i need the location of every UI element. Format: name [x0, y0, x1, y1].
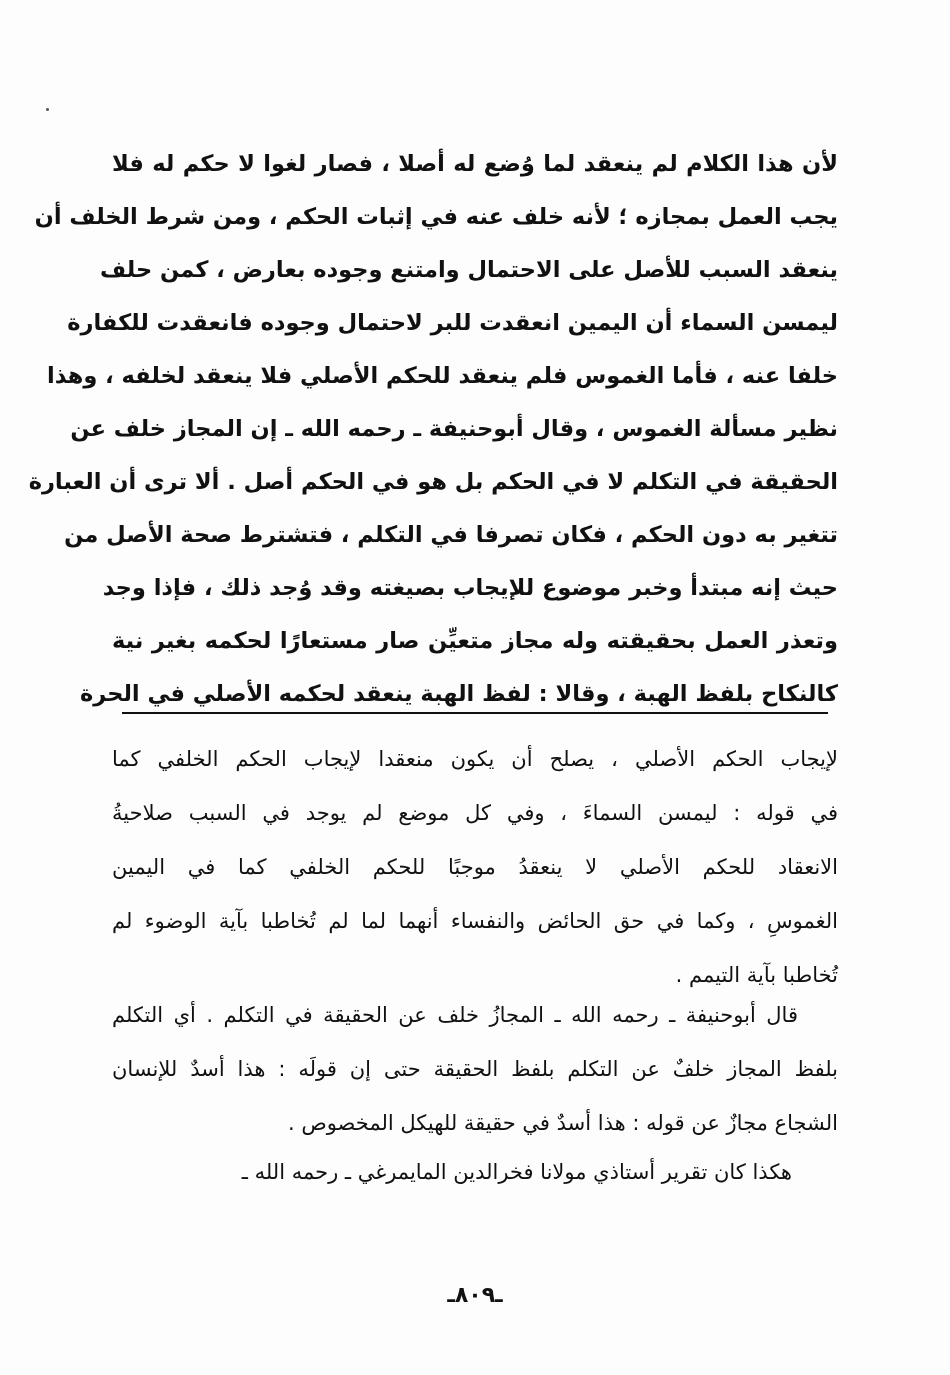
- footnote-line: بلفظ المجاز خلفٌ عن التكلم بلفظ الحقيقة حتى إن قولَه : هذا أسدٌ للإنسان: [112, 1057, 838, 1081]
- main-text-line: ليمسن السماء أن اليمين انعقدت للبر لاحتمال وجوده فانعقدت للكفارة: [67, 310, 838, 336]
- footnote-line: قال أبوحنيفة ـ رحمه الله ـ المجازُ خلف عن الحقيقة في التكلم . أي التكلم: [112, 1003, 798, 1027]
- footnote-line: الانعقاد للحكم الأصلي لا ينعقدُ موجبًا للحكم الخلفي كما في اليمين: [112, 855, 838, 879]
- footnote-block: [112, 988, 838, 1150]
- main-text-block: [28, 138, 838, 721]
- main-text-line: الحقيقة في التكلم لا في الحكم بل هو في الحكم أصل . ألا ترى أن العبارة: [28, 469, 838, 495]
- main-text-line: خلفا عنه ، فأما الغموس فلم ينعقد للحكم الأصلي فلا ينعقد لخلفه ، وهذا: [47, 363, 838, 389]
- footnote-line: في قوله : ليمسن السماءَ ، وفي كل موضع لم يوجد في السبب صلاحيةُ: [112, 801, 838, 825]
- footnote-block: [112, 732, 838, 1002]
- footnote-attribution: هكذا كان تقرير أستاذي مولانا فخرالدين المايمرغي ـ رحمه الله ـ: [241, 1160, 792, 1184]
- main-text-line: نظير مسألة الغموس ، وقال أبوحنيفة ـ رحمه الله ـ إن المجاز خلف عن: [70, 416, 838, 442]
- footnote-line: تُخاطبا بآية التيمم .: [675, 963, 838, 987]
- main-text-line: كالنكاح بلفظ الهبة ، وقالا : لفظ الهبة ينعقد لحكمه الأصلي في الحرة: [79, 681, 838, 707]
- page-number: ـ٨٠٩ـ: [447, 1283, 503, 1308]
- main-text-line: حيث إنه مبتدأ وخبر موضوع للإيجاب بصيغته وقد وُجد ذلك ، فإذا وجد: [102, 575, 838, 601]
- footnote-divider: [122, 712, 828, 714]
- main-text-line: تتغير به دون الحكم ، فكان تصرفا في التكلم ، فتشترط صحة الأصل من: [64, 522, 838, 548]
- footnote-line: الشجاع مجازٌ عن قوله : هذا أسدٌ في حقيقة للهيكل المخصوص .: [287, 1111, 838, 1135]
- main-text-line: ينعقد السبب للأصل على الاحتمال وامتنع وجوده بعارض ، كمن حلف: [100, 257, 838, 283]
- main-text-line: وتعذر العمل بحقيقته وله مجاز متعيِّن صار مستعارًا لحكمه بغير نية: [112, 628, 838, 654]
- main-text-line: لأن هذا الكلام لم ينعقد لما وُضع له أصلا ، فصار لغوا لا حكم له فلا: [112, 151, 838, 177]
- scan-speck: [46, 108, 49, 111]
- footnote-line: لإيجاب الحكم الأصلي ، يصلح أن يكون منعقدا لإيجاب الحكم الخلفي كما: [112, 747, 838, 771]
- main-text-line: يجب العمل بمجازه ؛ لأنه خلف عنه في إثبات الحكم ، ومن شرط الخلف أن: [34, 204, 838, 230]
- footnote-line: الغموسِ ، وكما في حق الحائض والنفساء أنهما لما لم تُخاطبا بآية الوضوء لم: [112, 909, 838, 933]
